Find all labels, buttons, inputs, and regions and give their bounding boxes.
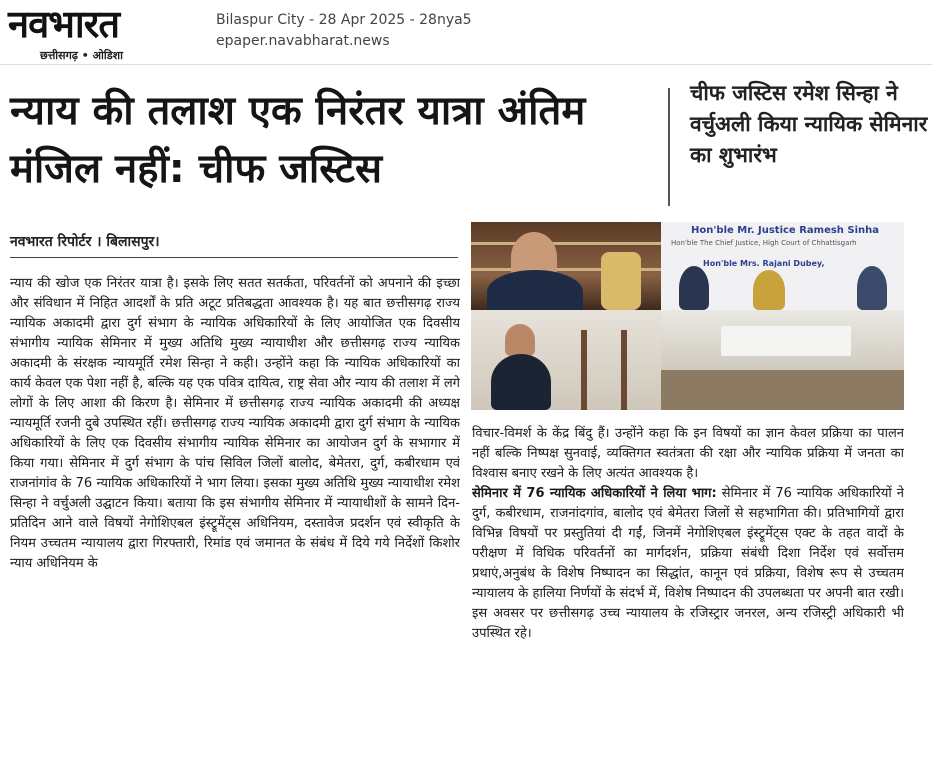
column-2-paragraph-2 <box>472 484 904 644</box>
main-headline: न्याय की तलाश एक निरंतर यात्रा अंतिम मंजिल नहीं: चीफ जस्टिस <box>10 88 586 192</box>
person-suit <box>487 270 583 310</box>
photo-dais <box>661 222 904 310</box>
epaper-url[interactable]: epaper.navabharat.news <box>216 33 390 49</box>
edition-info: Bilaspur City - 28 Apr 2025 - 28nya5 <box>216 12 472 28</box>
pillar-shape <box>621 330 627 410</box>
person-head <box>505 324 535 356</box>
masthead-divider <box>0 64 932 65</box>
article-column-2 <box>472 424 904 764</box>
banner-subtitle: Hon'ble The Chief Justice, High Court of Chhattisgarh <box>671 239 857 247</box>
banner-name-2: Hon'ble Mrs. Rajani Dubey, <box>703 259 825 268</box>
photo-collage <box>471 222 904 410</box>
photo-chief-justice <box>471 222 661 310</box>
logo-subtitle: छत्तीसगढ़ • ओडिशा <box>40 49 123 62</box>
screen-shape <box>721 326 851 356</box>
column-2-paragraph-2-text: सेमिनार में 76 न्यायिक अधिकारियों ने दुर्ग, कबीरधाम, राजनांदगांव, बालोद एवं बेमेतरा जिलों से सहभागिता की। प्रतिभागियों द्वारा विभिन्न विषयों पर प्रस्तुतियां दी गईं, जिनमें नेगोशिएबल इंस्ट्रूमेंट्स एक्ट के तहत वादों के परीक्षण में विधिक परिवर्तनों का मार्गदर्शन, प्रक्रिया संबंधी दिशा निर्देश एवं सर्वोत्तम प्रथाएं,अनुबंध के विशेष निष्पादन का सिद्धांत, कानून एवं प्रक्रिया, विशेष रूप से उच्चतम न्यायालय के हालिया निर्णयों के संदर्भ में, विशेष निष्पादन की उपलब्धता पर अपनी बात रखी। इस अवसर पर छत्तीसगढ़ उच्च न्यायालय के रजिस्ट्रार जनरल, अन्य रजिस्ट्री अधिकारी भी उपस्थित रहे। <box>472 486 904 641</box>
byline-rule <box>10 257 458 258</box>
column-2-paragraph-1: विचार-विमर्श के केंद्र बिंदु हैं। उन्होंने कहा कि इन विषयों का ज्ञान केवल प्रक्रिया का पालन नहीं बल्कि निष्पक्ष सुनवाई, व्यक्तिगत स्वतंत्रता की रक्षा और न्यायिक प्रक्रिया में जनता का विश्वास बनाए रखने के लिए अत्यंत आवश्यक है। <box>472 426 904 481</box>
trophy-shape <box>601 252 641 310</box>
logo-text: नवभारत <box>8 1 119 46</box>
person-seated <box>753 270 785 310</box>
person-seated <box>857 266 887 310</box>
side-headline: चीफ जस्टिस रमेश सिन्हा ने वर्चुअली किया न्यायिक सेमिनार का शुभारंभ <box>690 81 928 167</box>
photo-hall <box>661 310 904 410</box>
article-column-1: न्याय की खोज एक निरंतर यात्रा है। इसके लिए सतत सतर्कता, परिवर्तनों को अपनाने की इच्छा और संविधान में निहित आदर्शों के प्रति अटूट प्रतिबद्धता आवश्यक है। यह बात छत्तीसगढ़ राज्य न्यायिक अकादमी द्वारा दुर्ग संभाग के न्यायिक अधिकारियों के लिए आयोजित एक दिवसीय संभागीय न्यायिक सेमिनार में मुख्य अतिथि मुख्य न्यायाधीश और छत्तीसगढ़ राज्य न्यायिक अकादमी के संरक्षक न्यायमूर्ति रमेश सिन्हा ने कही। उन्होंने कहा कि न्यायिक अधिकारियों का कार्य केवल एक पेशा नहीं है, बल्कि यह एक पवित्र दायित्व, राष्ट्र सेवा और न्याय की तलाश में लगे लोगों के लिए आशा की किरण है। सेमिनार में छत्तीसगढ़ राज्य न्यायिक अकादमी की अध्यक्ष न्यायमूर्ति रजनी दुबे उपस्थित रहीं। छत्तीसगढ़ राज्य न्यायिक अकादमी द्वारा दुर्ग संभाग के न्यायिक अधिकारियों के लिए एक दिवसीय संभागीय न्यायिक सेमिनार का आयोजन दुर्ग के सभागार में किया गया। सेमिनार में दुर्ग संभाग के पांच सिविल जिलों बालोद, बेमेतरा, दुर्ग, कबीरधाम एवं राजनांगांव के 76 न्यायिक अधिकारियों ने भाग लिया। इसका मुख्य अतिथि मुख्य न्यायाधीश रमेश सिन्हा ने वर्चुअली उद्घाटन किया। बताया कि इस संभागीय सेमिनार में न्यायाधीशों के सामने दिन-प्रतिदिन आने वाले विषयों नेगोशिएबल इंस्ट्रूमेंट्स अधिनियम, दस्तावेज प्रदर्शन एवं स्वीकृति के नियम उच्चतम न्यायालय द्वारा गिरफ्तारी, रिमांड एवं जमानत के संबंध में दिये गये निर्देशों किशोर न्याय अधिनियम के <box>10 276 460 571</box>
bookshelf-line <box>471 242 661 245</box>
photo-speaker <box>471 310 661 410</box>
subheading-lead: सेमिनार में 76 न्यायिक अधिकारियों ने लिया भाग: <box>472 486 717 501</box>
banner-name: Hon'ble Mr. Justice Ramesh Sinha <box>691 225 880 236</box>
person-seated <box>679 266 709 310</box>
byline: नवभारत रिपोर्टर । बिलासपुर। <box>10 234 160 250</box>
pillar-shape <box>581 330 587 410</box>
headline-divider <box>668 88 670 206</box>
audience-shape <box>661 370 904 410</box>
person-suit <box>491 354 551 410</box>
masthead-logo <box>0 0 200 64</box>
